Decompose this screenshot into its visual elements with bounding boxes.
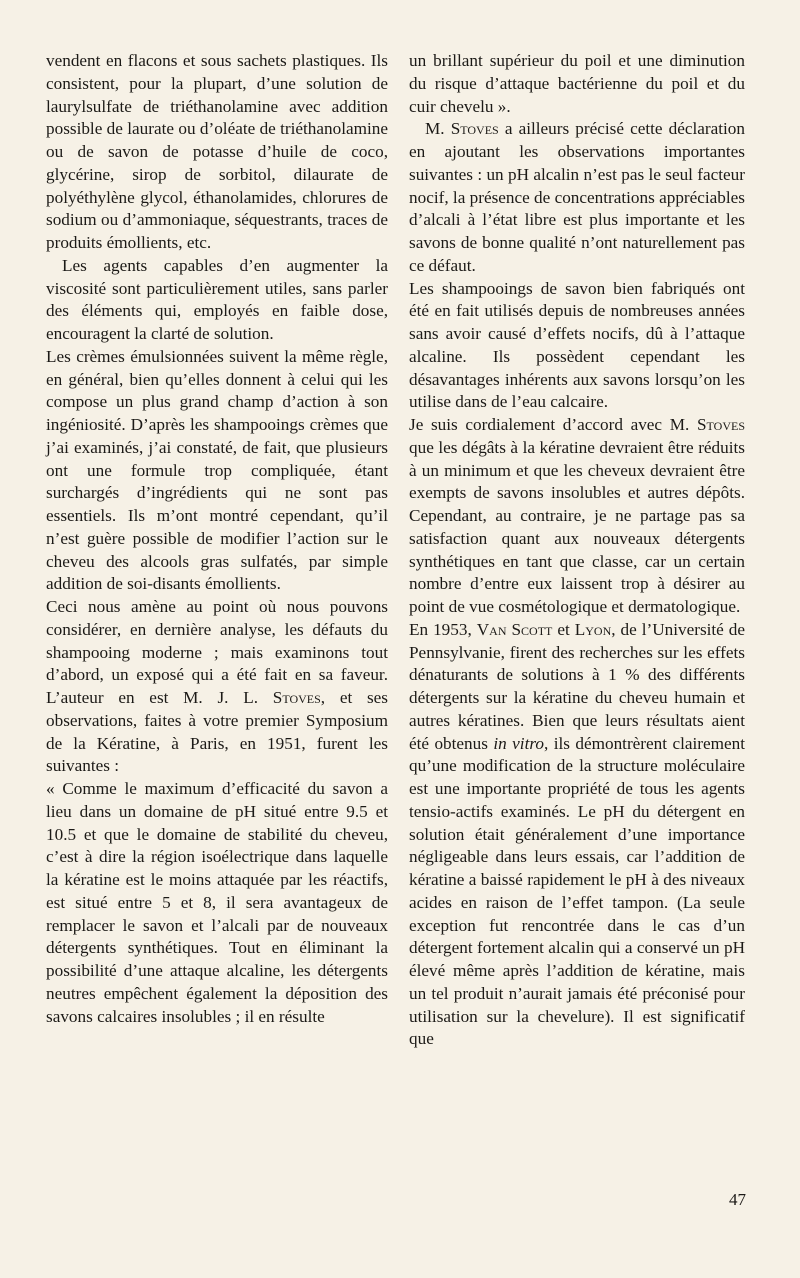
text-run: , de l’Université de Pennsylvanie, firent des recherches sur les effets dénaturants de solutions à 1 % des différents détergents sur la kératine du cheveu humain et autres kératines. Bien que leurs résultats aient été obtenus (409, 619, 746, 753)
paragraph (409, 619, 745, 1051)
text-run: , et ses observations, faites à votre premier Symposium de la Kératine, à Paris, en 1951, furent les suivantes : (46, 688, 388, 776)
text-run: Ceci nous amène au point où nous pouvons considérer, en dernière analyse, les défauts du shampooing moderne ; mais examinons tout d’abord, un exposé qui a été fait en sa faveur. L’auteur en est M. J. L. (46, 597, 388, 707)
paragraph: un brillant supérieur du poil et une diminution du risque d’attaque bactérienne du poil et du cuir chevelu ». (409, 51, 745, 116)
author-name: Stoves (696, 415, 745, 434)
italic-term: in vitro (493, 733, 544, 753)
text-run: a ailleurs précisé cette déclaration en ajoutant les observations importantes suivantes : un pH alcalin n’est pas le seul facteur nocif, la présence de concentrations appréciables d’alcali à l’état libre est plus importante et les savons de bonne qualité n’ont naturellement pas ce défaut. (409, 119, 745, 275)
left-column (46, 50, 388, 1028)
paragraph (409, 414, 745, 619)
page-number: 47 (729, 1190, 746, 1209)
author-name: Stoves (272, 688, 321, 707)
paragraph: vendent en flacons et sous sachets plastiques. Ils consistent, pour la plupart, d’une solution de laurylsulfate de triéthanolamine avec addition possible de laurate ou d’oléate de triéthanolamine ou de savon de potasse d’huile de coco, glycérine, sirop de sorbitol, dilaurate de polyéthylène glycol, éthanolamides, chlorures de sodium ou d’ammoniaque, séquestrants, traces de produits émollients, etc. (46, 51, 388, 252)
paragraph (409, 118, 745, 277)
right-column (409, 50, 745, 1051)
paragraph: « Comme le maximum d’efficacité du savon a lieu dans un domaine de pH situé entre 9.5 et 10.5 et que le domaine de stabilité du cheveu, c’est à dire la région isoélectrique dans laquelle la kératine est le moins attaquée par les réactifs, est situé entre 5 et 8, il sera avantageux de remplacer le savon et l’alcali par de nouveaux détergents synthétiques. Tout en éliminant la possibilité d’une attaque alcaline, les détergents neutres empêchent également la déposition des savons calcaires insolubles ; il en résulte (46, 779, 388, 1026)
author-name: Stoves (450, 119, 499, 139)
text-run: , ils démontrèrent clairement qu’une modification de la structure moléculaire est une importante propriété de tous les agents tensio-actifs examinés. Le pH du détergent en solution était généralement d’une importance négligeable dans leurs essais, car l’addition de kératine a baissé rapidement le pH à des niveaux acides en raison de l’effet tampon. (La seule exception fut rencontrée dans le cas d’un détergent fortement alcalin qui a conservé un pH élevé même après l’addition de kératine, mais un tel produit n’aurait jamais été préconisé pour utilisation sur la chevelure). Il est significatif que (409, 733, 745, 1049)
author-name: Lyon (574, 619, 612, 639)
text-run: que les dégâts à la kératine devraient être réduits à un minimum et que les cheveux devraient être exempts de savons insolubles et autres dépôts. Cependant, au contraire, je ne partage pas sa satisfaction quant aux nouveaux détergents synthétiques en tant que classe, car un certain nombre d’entre eux laissent trop à désirer au point de vue cosmétologique et dermatologique. (409, 437, 745, 616)
paragraph: Les shampooings de savon bien fabriqués ont été en fait utilisés depuis de nombreuses années sans avoir causé d’effets nocifs, dû à l’attaque alcaline. Ils possèdent cependant les désavantages inhérents aux savons lorsqu’on les utilise dans de l’eau calcaire. (409, 278, 745, 412)
paragraph (46, 596, 388, 778)
text-run: et (552, 619, 575, 639)
text-run: M. (425, 119, 451, 139)
text-run: En 1953, (409, 619, 477, 639)
text-run: Je suis cordialement d’accord avec M. (409, 415, 697, 434)
author-name: Van Scott (476, 619, 553, 639)
paragraph: Les crèmes émulsionnées suivent la même règle, en général, bien qu’elles donnent à celui qui les compose un plus grand champ d’action à son ingéniosité. D’après les shampooings crèmes que j’ai examinés, j’ai constaté, de fait, que plusieurs ont une formule trop compliquée, étant surchargés d’ingrédients qui ne sont pas essentiels. Ils m’ont montré cependant, qu’il n’est guère possible de modifier l’action sur le cheveu des alcools gras sulfatés, par simple addition de soi-disants émollients. (46, 346, 388, 594)
paragraph: Les agents capables d’en augmenter la viscosité sont particulièrement utiles, sans parler des éléments qui, employés en faible dose, encouragent la clarté de solution. (46, 255, 388, 343)
